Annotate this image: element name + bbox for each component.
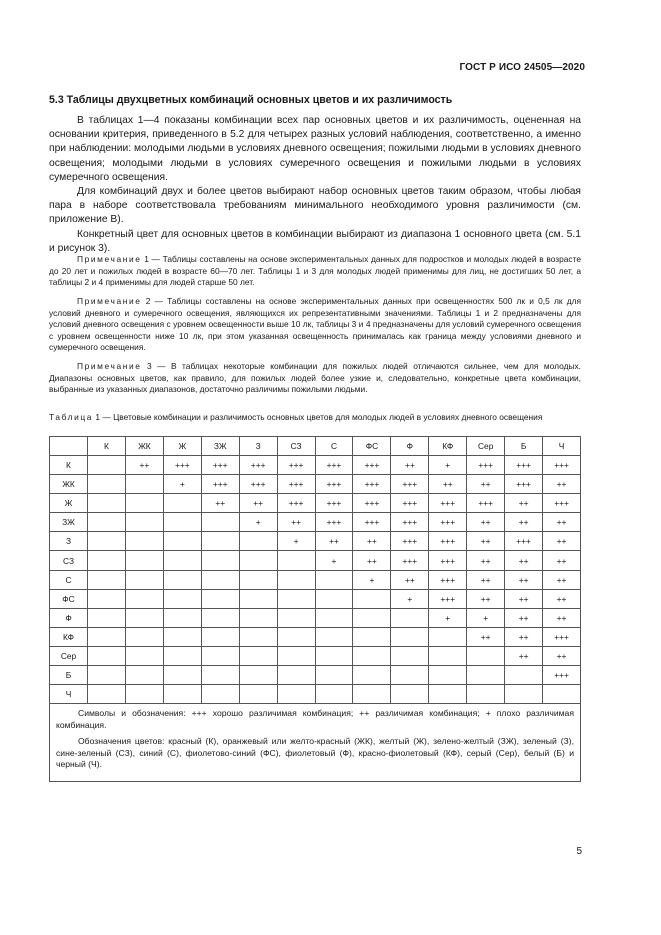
table-cell	[239, 646, 277, 665]
table-cell	[201, 685, 239, 704]
table-cell: +	[429, 456, 467, 475]
table-cell: ++	[543, 475, 581, 494]
table-cell: +++	[391, 532, 429, 551]
table-cell	[201, 608, 239, 627]
table-cell	[315, 627, 353, 646]
table-cell: ++	[505, 589, 543, 608]
table-cell: ++	[505, 627, 543, 646]
note-3	[49, 361, 581, 396]
column-header: Б	[505, 437, 543, 456]
table-cell	[163, 551, 201, 570]
table-cell	[391, 627, 429, 646]
table-cell: +++	[277, 456, 315, 475]
table-cell: +++	[429, 532, 467, 551]
table-cell: ++	[505, 570, 543, 589]
table-cell	[88, 589, 126, 608]
table-cell: +++	[163, 456, 201, 475]
table-cell	[201, 589, 239, 608]
table-cell	[125, 570, 163, 589]
table-cell: ++	[353, 532, 391, 551]
table-cell	[239, 627, 277, 646]
table-cell	[239, 685, 277, 704]
table-caption-label: Таблица	[49, 412, 94, 422]
table-cell	[201, 627, 239, 646]
table-cell	[163, 685, 201, 704]
table-cell	[277, 685, 315, 704]
row-header: ФС	[50, 589, 88, 608]
column-header: Ф	[391, 437, 429, 456]
table-cell	[125, 494, 163, 513]
table-cell	[163, 532, 201, 551]
standard-designation: ГОСТ Р ИСО 24505—2020	[459, 62, 585, 73]
table-cell: +++	[429, 589, 467, 608]
table-cell: +	[429, 608, 467, 627]
page-number: 5	[576, 846, 582, 857]
table-row	[50, 513, 581, 532]
table-cell: ++	[505, 551, 543, 570]
table-cell	[201, 570, 239, 589]
table-cell	[239, 570, 277, 589]
body-paragraphs	[49, 114, 581, 256]
table-cell	[467, 666, 505, 685]
table-cell: ++	[467, 570, 505, 589]
row-header: С	[50, 570, 88, 589]
table-cell	[277, 551, 315, 570]
table-row	[50, 475, 581, 494]
table-row	[50, 570, 581, 589]
note-text: — Таблицы составлены на основе экспериментальных данных при освещенностях 500 лк и 0,5 лк для условий дневного и сумеречного освещения, являющихся их репрезентативными значениями. Таблицы 1 и 2 предназначены для условий дневного освещения с уровнем освещенности выше 10 лк, таблицы 3 и 4 предназначены для условий сумеречного освещения с уровнем освещенности ниже 10 лк, при этом указанная освещенность принималась как граница между условиями дневного и сумеречного освещения.	[49, 296, 582, 353]
table-cell: +++	[429, 494, 467, 513]
table-cell	[277, 646, 315, 665]
row-header: К	[50, 456, 88, 475]
table-cell	[315, 666, 353, 685]
table-cell: +++	[353, 456, 391, 475]
column-header: З	[239, 437, 277, 456]
column-header: СЗ	[277, 437, 315, 456]
table-cell	[239, 551, 277, 570]
table-cell: +++	[315, 494, 353, 513]
table-row	[50, 685, 581, 704]
legend-paragraph: Символы и обозначения: +++ хорошо различимая комбинация; ++ различимая комбинация; + плохо различимая комбинация.	[56, 708, 574, 731]
table-cell: ++	[277, 513, 315, 532]
note-text: — Таблицы составлены на основе экспериментальных данных для подростков и молодых людей в возрасте до 20 лет и пожилых людей в возрасте 60—70 лет. Таблицы 1 и 3 для молодых людей применимы для лиц, не достигших 50 лет, а таблицы 2 и 4 применимы для людей старше 50 лет.	[49, 254, 582, 288]
table-cell: +++	[353, 475, 391, 494]
note-1	[49, 254, 581, 289]
table-cell	[163, 589, 201, 608]
note-2	[49, 296, 581, 354]
table-cell	[353, 627, 391, 646]
table-cell	[429, 627, 467, 646]
table-cell: +++	[391, 551, 429, 570]
table-cell	[315, 570, 353, 589]
table-cell	[163, 570, 201, 589]
table-cell	[125, 475, 163, 494]
table-cell	[391, 646, 429, 665]
table-cell: +++	[467, 456, 505, 475]
table-cell	[201, 551, 239, 570]
corner-cell	[50, 437, 88, 456]
column-header: Сер	[467, 437, 505, 456]
column-header: С	[315, 437, 353, 456]
table-caption-text: — Цветовые комбинации и различимость основных цветов для молодых людей в условиях дневного освещения	[100, 412, 543, 422]
table-cell: +++	[353, 513, 391, 532]
table-legend	[50, 704, 581, 782]
table-cell	[88, 532, 126, 551]
table-cell	[277, 589, 315, 608]
table-cell	[88, 627, 126, 646]
table-cell	[125, 589, 163, 608]
table-cell: ++	[391, 456, 429, 475]
table-cell	[505, 666, 543, 685]
table-cell: +++	[315, 475, 353, 494]
table-cell: ++	[429, 475, 467, 494]
table-cell: +++	[467, 494, 505, 513]
table-cell: ++	[467, 551, 505, 570]
table-cell	[88, 494, 126, 513]
table-cell	[315, 646, 353, 665]
table-cell	[163, 627, 201, 646]
table-row	[50, 494, 581, 513]
table-cell: +++	[429, 570, 467, 589]
table-cell: ++	[543, 608, 581, 627]
table-cell	[163, 646, 201, 665]
table-cell	[163, 608, 201, 627]
table-cell	[239, 589, 277, 608]
table-cell: ++	[543, 646, 581, 665]
note-number: 1	[144, 254, 149, 264]
table-cell: +++	[429, 551, 467, 570]
table-cell	[88, 513, 126, 532]
table-cell	[88, 608, 126, 627]
table-cell: ++	[467, 627, 505, 646]
table-cell: +++	[505, 456, 543, 475]
table-cell	[277, 570, 315, 589]
table-cell: ++	[467, 475, 505, 494]
table-row	[50, 627, 581, 646]
table-row	[50, 608, 581, 627]
table-cell: ++	[391, 570, 429, 589]
table-cell: +++	[429, 513, 467, 532]
row-header: Ч	[50, 685, 88, 704]
table-cell: +++	[543, 494, 581, 513]
table-cell	[353, 608, 391, 627]
table-cell	[201, 666, 239, 685]
table-cell	[277, 608, 315, 627]
table-cell: +++	[353, 494, 391, 513]
table-cell	[88, 475, 126, 494]
row-header: ЖК	[50, 475, 88, 494]
table-cell: +++	[505, 532, 543, 551]
table-cell: ++	[505, 646, 543, 665]
table-cell	[163, 494, 201, 513]
note-label: Примечание	[77, 296, 142, 306]
table-cell: +++	[505, 475, 543, 494]
table-cell	[315, 685, 353, 704]
row-header: Ф	[50, 608, 88, 627]
table-cell	[201, 513, 239, 532]
table-row	[50, 456, 581, 475]
table-cell	[467, 685, 505, 704]
table-cell	[429, 646, 467, 665]
table-cell: +++	[277, 494, 315, 513]
table-cell: +++	[315, 456, 353, 475]
table-cell: +++	[543, 627, 581, 646]
row-header: Ж	[50, 494, 88, 513]
table-cell: +++	[543, 456, 581, 475]
table-caption-number: 1	[95, 412, 101, 422]
row-header: СЗ	[50, 551, 88, 570]
table-cell	[429, 666, 467, 685]
note-label: Примечание	[77, 361, 142, 371]
column-header: КФ	[429, 437, 467, 456]
table-row	[50, 666, 581, 685]
table-cell	[88, 685, 126, 704]
table-cell: ++	[543, 551, 581, 570]
table-cell	[353, 589, 391, 608]
table-row	[50, 646, 581, 665]
table-cell: ++	[543, 589, 581, 608]
table-cell	[543, 685, 581, 704]
table-cell	[88, 551, 126, 570]
table-cell: +	[239, 513, 277, 532]
column-header: К	[88, 437, 126, 456]
table-cell	[125, 532, 163, 551]
row-header: ЗЖ	[50, 513, 88, 532]
table-cell: +	[315, 551, 353, 570]
table-caption	[49, 412, 581, 424]
table-cell: ++	[543, 570, 581, 589]
paragraph: Конкретный цвет для основных цветов в комбинации выбирают из диапазона 1 основного цвета (см. 5.1 и рисунок 3).	[49, 228, 581, 254]
table-cell	[125, 608, 163, 627]
paragraph: Для комбинаций двух и более цветов выбирают набор основных цветов таким образом, чтобы любая пара в наборе соответствовала требованиям минимального необходимого уровня различимости (см. приложение В).	[49, 186, 581, 226]
table-header-row	[50, 437, 581, 456]
table-cell	[201, 646, 239, 665]
table-cell	[125, 685, 163, 704]
table-cell	[391, 608, 429, 627]
table-cell: ++	[543, 513, 581, 532]
table-cell: +++	[391, 475, 429, 494]
table-cell: +++	[391, 494, 429, 513]
table-cell: +++	[201, 456, 239, 475]
paragraph: В таблицах 1—4 показаны комбинации всех пар основных цветов и их различимость, оцененная на основании критерия, приведенного в 5.2 для четырех разных условий наблюдения, соответственно, а именно при наблюдении: молодыми людьми в условиях дневного освещения; пожилыми людьми в условиях дневного освещения; молодыми людьми в условиях сумеречного освещения и пожилыми людьми в условиях сумеречного освещения.	[49, 115, 581, 183]
table-cell: +++	[201, 475, 239, 494]
table-cell: +++	[543, 666, 581, 685]
table-cell	[88, 456, 126, 475]
table-row	[50, 589, 581, 608]
row-header: Сер	[50, 646, 88, 665]
table-cell	[201, 532, 239, 551]
table-cell	[88, 570, 126, 589]
table-cell	[353, 666, 391, 685]
table-cell: ++	[353, 551, 391, 570]
table-cell	[88, 646, 126, 665]
color-combination-table	[49, 436, 581, 782]
table-cell: +++	[315, 513, 353, 532]
table-cell	[125, 627, 163, 646]
table-cell	[467, 646, 505, 665]
table-cell	[239, 666, 277, 685]
table-cell	[277, 627, 315, 646]
table-cell	[353, 685, 391, 704]
table-cell: +	[391, 589, 429, 608]
table-cell	[125, 513, 163, 532]
table-cell: +++	[277, 475, 315, 494]
table-cell: ++	[543, 532, 581, 551]
table-cell: ++	[239, 494, 277, 513]
table-cell: ++	[467, 532, 505, 551]
table-cell: +	[467, 608, 505, 627]
table-cell	[239, 608, 277, 627]
row-header: З	[50, 532, 88, 551]
row-header: Б	[50, 666, 88, 685]
table-legend-row	[50, 704, 581, 782]
table-cell	[353, 646, 391, 665]
table-cell: ++	[125, 456, 163, 475]
table-cell	[125, 551, 163, 570]
table-cell: +++	[391, 513, 429, 532]
table-cell: ++	[505, 494, 543, 513]
note-number: 2	[145, 296, 151, 306]
row-header: КФ	[50, 627, 88, 646]
table-cell: ++	[467, 589, 505, 608]
table-cell	[163, 513, 201, 532]
section-heading: 5.3 Таблицы двухцветных комбинаций основных цветов и их различимость	[49, 94, 453, 106]
table-cell: ++	[315, 532, 353, 551]
column-header: ЖК	[125, 437, 163, 456]
table-cell: ++	[505, 513, 543, 532]
table-cell	[88, 666, 126, 685]
table-cell: +	[353, 570, 391, 589]
table-cell	[315, 608, 353, 627]
legend-paragraph: Обозначения цветов: красный (К), оранжевый или желто-красный (ЖК), желтый (Ж), зелено-желтый (ЗЖ), зеленый (З), сине-зеленый (СЗ), синий (С), фиолетово-синий (ФС), фиолетовый (Ф), красно-фиолетовый (КФ), серый (Сер), белый (Б) и черный (Ч).	[56, 735, 574, 770]
table-cell	[505, 685, 543, 704]
table-cell: ++	[201, 494, 239, 513]
table-row	[50, 532, 581, 551]
table-cell	[429, 685, 467, 704]
table-cell	[125, 666, 163, 685]
table-cell	[277, 666, 315, 685]
table-cell: +	[277, 532, 315, 551]
note-label: Примечание	[77, 254, 142, 264]
column-header: ФС	[353, 437, 391, 456]
table-cell: ++	[467, 513, 505, 532]
column-header: ЗЖ	[201, 437, 239, 456]
table-cell	[125, 646, 163, 665]
column-header: Ж	[163, 437, 201, 456]
note-text: — В таблицах некоторые комбинации для пожилых людей отличаются сильнее, чем для молодых. Диапазоны основных цветов, как правило, для пожилых людей более узкие и, следовательно, конкретные цвета комбинации, выбранные из указанных диапазонов, достаточно различимы пожилыми людьми.	[49, 361, 581, 395]
table-row	[50, 551, 581, 570]
table-cell: +	[163, 475, 201, 494]
table-cell	[391, 666, 429, 685]
table-cell: ++	[505, 608, 543, 627]
table-cell: +++	[239, 475, 277, 494]
table-cell	[315, 589, 353, 608]
table-cell: +++	[239, 456, 277, 475]
table-cell	[391, 685, 429, 704]
note-number: 3	[146, 361, 152, 371]
table-cell	[163, 666, 201, 685]
table-cell	[239, 532, 277, 551]
column-header: Ч	[543, 437, 581, 456]
